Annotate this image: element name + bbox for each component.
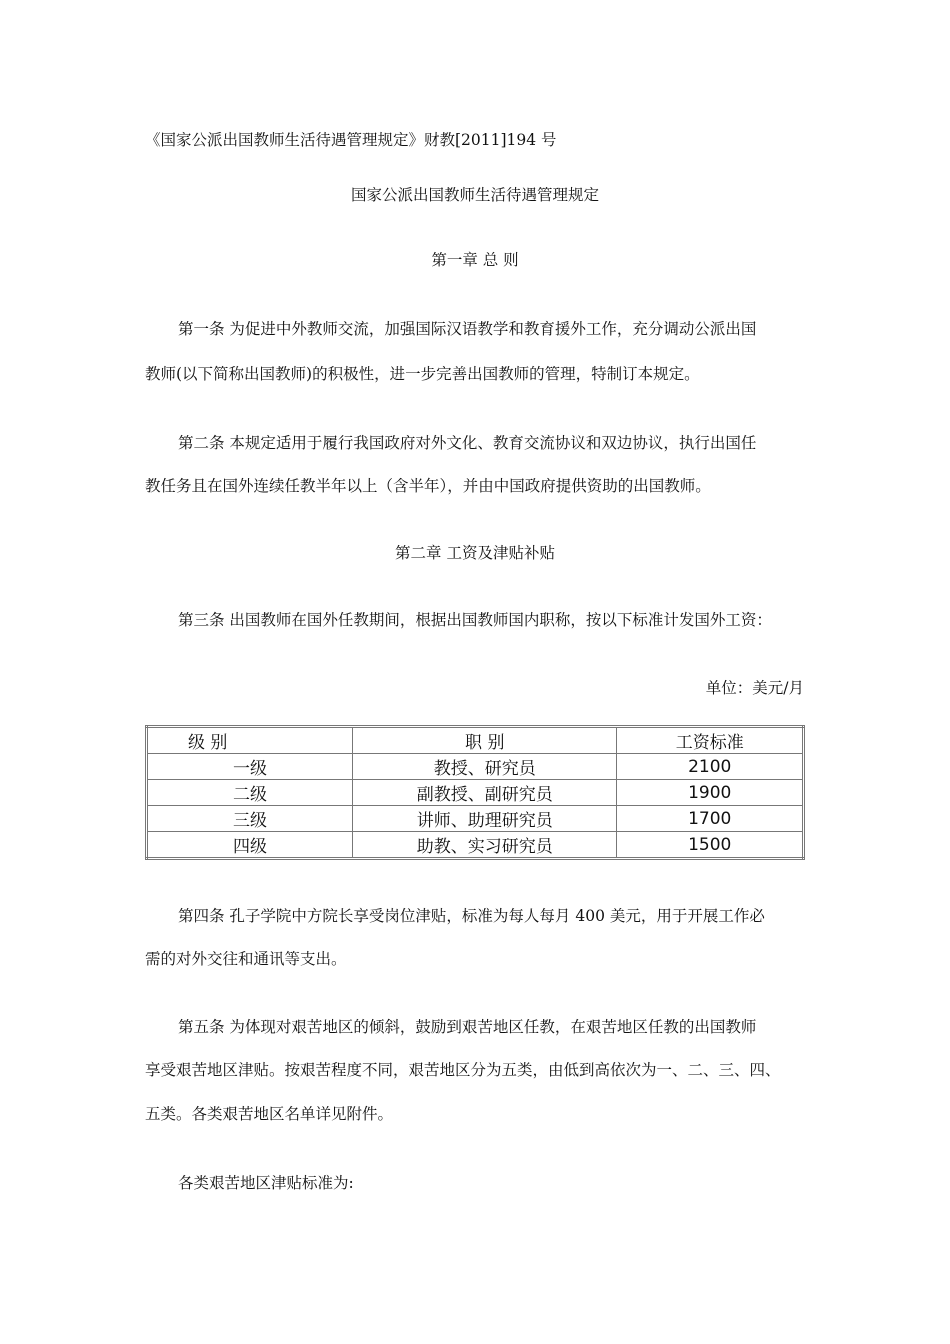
salary-table bbox=[145, 725, 805, 860]
table-header-cell: 职 别 bbox=[353, 727, 617, 754]
table-row bbox=[147, 754, 804, 780]
article-1-line-1: 第一条 为促进中外教师交流，加强国际汉语教学和教育援外工作，充分调动公派出国 bbox=[178, 320, 757, 338]
table-header-cell: 工资标准 bbox=[617, 727, 804, 754]
article-1-line-2: 教师(以下简称出国教师)的积极性，进一步完善出国教师的管理，特制订本规定。 bbox=[145, 365, 700, 383]
article-5-line-3: 五类。各类艰苦地区名单详见附件。 bbox=[145, 1105, 394, 1123]
table-row bbox=[147, 780, 804, 806]
document-title: 国家公派出国教师生活待遇管理规定 bbox=[350, 186, 599, 204]
table-cell: 1700 bbox=[617, 806, 804, 832]
article-2-line-1: 第二条 本规定适用于履行我国政府对外文化、教育交流协议和双边协议，执行出国任 bbox=[178, 434, 757, 452]
article-5-line-2: 享受艰苦地区津贴。按艰苦程度不同，艰苦地区分为五类，由低到高依次为一、二、三、四、 bbox=[145, 1061, 781, 1079]
chapter-2-heading: 第二章 工资及津贴补贴 bbox=[395, 544, 555, 562]
table-header-cell: 级 别 bbox=[147, 727, 353, 754]
table-row bbox=[147, 806, 804, 832]
article-4-line-1: 第四条 孔子学院中方院长享受岗位津贴，标准为每人每月 400 美元，用于开展工作必 bbox=[178, 907, 765, 925]
table-cell: 1500 bbox=[617, 832, 804, 859]
article-3-line-1: 第三条 出国教师在国外任教期间，根据出国教师国内职称，按以下标准计发国外工资： bbox=[178, 611, 772, 629]
table-cell: 助教、实习研究员 bbox=[353, 832, 617, 859]
table-cell: 副教授、副研究员 bbox=[353, 780, 617, 806]
header-line: 《国家公派出国教师生活待遇管理规定》财教[2011]194 号 bbox=[145, 131, 557, 149]
table-cell: 三级 bbox=[147, 806, 353, 832]
table-cell: 二级 bbox=[147, 780, 353, 806]
table-cell: 四级 bbox=[147, 832, 353, 859]
article-4-line-2: 需的对外交往和通讯等支出。 bbox=[145, 950, 347, 968]
article-5-line-1: 第五条 为体现对艰苦地区的倾斜，鼓励到艰苦地区任教，在艰苦地区任教的出国教师 bbox=[178, 1018, 757, 1036]
allowance-intro: 各类艰苦地区津贴标准为: bbox=[178, 1174, 354, 1192]
table-cell: 讲师、助理研究员 bbox=[353, 806, 617, 832]
table-cell: 1900 bbox=[617, 780, 804, 806]
table-cell: 一级 bbox=[147, 754, 353, 780]
table-row bbox=[147, 832, 804, 859]
table-header-row bbox=[147, 727, 804, 754]
table-cell: 2100 bbox=[617, 754, 804, 780]
article-2-line-2: 教任务且在国外连续任教半年以上（含半年），并由中国政府提供资助的出国教师。 bbox=[145, 477, 711, 495]
unit-label: 单位：美元/月 bbox=[705, 679, 804, 697]
table-cell: 教授、研究员 bbox=[353, 754, 617, 780]
chapter-1-heading: 第一章 总 则 bbox=[431, 251, 519, 269]
